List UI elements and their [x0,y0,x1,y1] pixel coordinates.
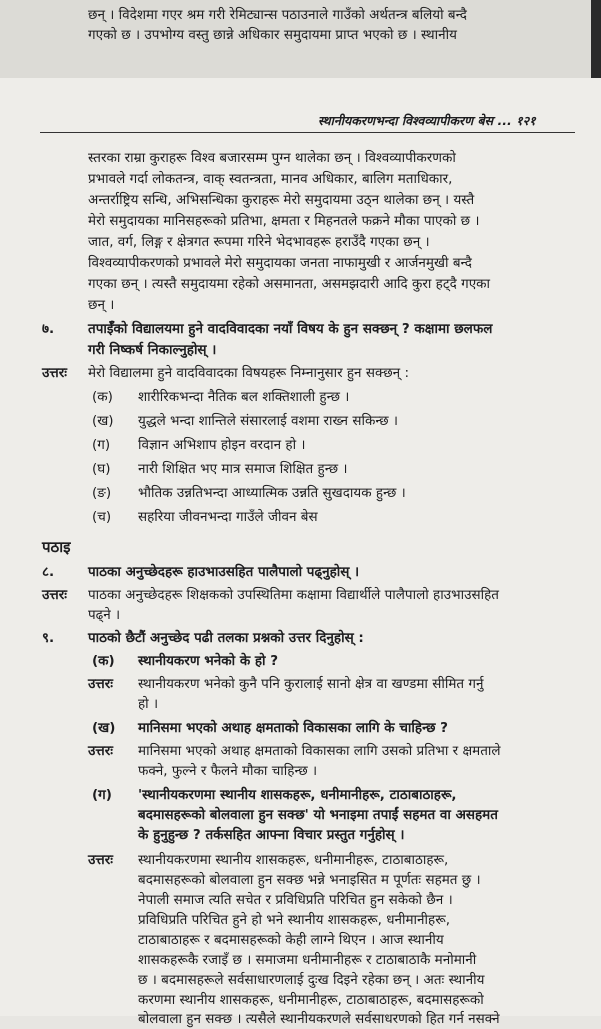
list-marker: (क) [92,389,113,405]
list-item: भौतिक उन्नतिभन्दा आध्यात्मिक उन्नति सुखदायक हुन्छ । [138,485,406,501]
list-marker: (ङ) [92,485,112,501]
sub-question-marker: (क) [92,653,115,669]
previous-page-line: छन् । विदेशमा गएर श्रम गरी रेमिट्यान्स पठाउनाले गाउँको अर्थतन्त्र बलियो बन्दै [88,7,467,23]
question-text: पाठका अनुच्छेदहरू हाउभाउसहित पालैपालो पढ्नुहोस् । [88,564,360,580]
sub-question-marker: (ग) [92,787,112,803]
answer-text: पढ्ने । [88,607,121,623]
answer-text: स्थानीयकरणमा स्थानीय शासकहरू, धनीमानीहरू, टाठाबाठाहरू, [138,852,449,868]
sub-question-text: बदमासहरूको बोलवाला हुन सक्छ' यो भनाइमा तपाईं सहमत वा असहमत [138,807,498,823]
answer-label: उत्तरः [88,852,113,868]
section-heading: पठाइ [42,538,71,556]
running-header: स्थानीयकरणभन्दा विश्वव्यापीकरण बेस ... १२१ [318,113,536,128]
header-rule [40,132,575,133]
list-marker: (ख) [92,413,114,429]
sub-question-text: 'स्थानीयकरणमा स्थानीय शासकहरू, धनीमानीहरू, टाठाबाठाहरू, [138,787,457,803]
paragraph-line: स्तरका राम्रा कुराहरू विश्व बजारसम्म पुग्न थालेका छन् । विश्वव्यापीकरणको [88,150,456,166]
answer-text: शासकहरूकै रजाइँ छ । समाजमा धनीमानीहरू र टाठाबाठाकै मनोमानी [138,952,477,968]
answer-text: प्रविधिप्रति परिचित हुने हो भने स्थानीय शासकहरू, धनीमानीहरू, [138,912,450,928]
previous-page-line: गएको छ । उपभोग्य वस्तु छान्ने अधिकार समुदायमा प्राप्त भएको छ । स्थानीय [88,27,457,43]
question-number: ७. [42,321,55,337]
list-marker: (घ) [92,461,111,477]
list-item: नारी शिक्षित भए मात्र समाज शिक्षित हुन्छ । [138,461,348,477]
answer-text: टाठाबाठाहरू र बदमासहरूको केही लाग्ने थिएन । आज स्थानीय [138,932,444,948]
previous-page-strip [0,0,601,79]
paragraph-line: अन्तर्राष्ट्रिय सन्धि, अभिसन्धिका कुराहरू मेरो समुदायमा उठ्न थालेका छन् । यस्तै [88,192,475,208]
answer-text: नेपाली समाज त्यति सचेत र प्रविधिप्रति परिचित हुन सकेको छैन । [138,892,453,908]
answer-text: बदमासहरूको बोलवाला हुन सक्छ भन्ने भनाइसित म पूर्णतः सहमत छु । [138,872,481,888]
paragraph-line: विश्वव्यापीकरणको प्रभावले मेरो समुदायका जनता नाफामुखी र आर्जनमुखी बन्दै [88,255,472,271]
paragraph-line: छन् । [88,297,115,313]
question-number: ८. [42,564,55,580]
answer-label: उत्तरः [88,676,113,692]
question-text: पाठको छैटौं अनुच्छेद पढी तलका प्रश्नको उत्तर दिनुहोस् : [88,630,364,646]
answer-text: मानिसमा भएको अथाह क्षमताको विकासका लागि उसको प्रतिभा र क्षमताले [138,743,501,759]
list-marker: (च) [92,509,112,525]
answer-text: फक्ने, फुल्ने र फैलने मौका चाहिन्छ । [138,763,318,779]
question-text: तपाईँको विद्यालयमा हुने वादविवादका नयाँ विषय के हुन सक्छन् ? कक्षामा छलफल [88,321,493,337]
answer-label: उत्तरः [42,587,67,603]
list-item: युद्धले भन्दा शान्तिले संसारलाई वशमा राख्न सकिन्छ । [138,413,399,429]
sub-question-text: स्थानीयकरण भनेको के हो ? [138,653,279,669]
answer-label: उत्तरः [42,365,67,381]
list-marker: (ग) [92,437,111,453]
sub-question-text: के हुनुहुन्छ ? तर्कसहित आफ्ना विचार प्रस्तुत गर्नुहोस् । [138,827,405,843]
answer-text: मेरो विद्यालमा हुने वादविवादका विषयहरू निम्नानुसार हुन सक्छन् : [88,365,409,381]
book-page [0,78,601,1027]
paragraph-line: जात, वर्ग, लिङ्ग र क्षेत्रगत रूपमा गरिने भेदभावहरू हराउँदै गएका छन् । [88,234,430,250]
answer-text: छ । बदमासहरूले सर्वसाधारणलाई दुःख दिइने रहेका छन् । अतः स्थानीय [138,972,485,988]
answer-text: स्थानीयकरण भनेको कुनै पनि कुरालाई सानो क्षेत्र वा खण्डमा सीमित गर्नु [138,676,484,692]
answer-text: हो । [138,696,159,712]
paragraph-line: गएका छन् । त्यस्तै समुदायमा रहेको असमानता, असमझदारी आदि कुरा हट्दै गएका [88,276,491,292]
list-item: शारीरिकभन्दा नैतिक बल शक्तिशाली हुन्छ । [138,389,350,405]
sub-question-text: मानिसमा भएको अथाह क्षमताको विकासका लागि के चाहिन्छ ? [138,720,448,736]
paragraph-line: प्रभावले गर्दा लोकतन्त्र, वाक् स्वतन्त्रता, मानव अधिकार, बालिग मताधिकार, [88,171,453,187]
paragraph-line: मेरो समुदायका मानिसहरूको प्रतिभा, क्षमता र मिहनतले फक्रने मौका पाएको छ । [88,213,480,229]
list-item: विज्ञान अभिशाप होइन वरदान हो । [138,437,306,453]
list-item: सहरिया जीवनभन्दा गाउँले जीवन बेस [138,509,318,525]
sub-question-marker: (ख) [92,720,116,736]
answer-label: उत्तरः [88,743,113,759]
question-number: ९. [42,630,55,646]
answer-text: करणमा स्थानीय शासकहरू, धनीमानीहरू, टाठाबाठाहरू, बदमासहरूको [138,992,484,1008]
answer-text: पाठका अनुच्छेदहरू शिक्षकको उपस्थितिमा कक्षामा विद्यार्थीले पालैपालो हाउभाउसहित [88,587,499,603]
answer-text: बोलवाला हुन सक्छ । त्यसैले स्थानीयकरणले सर्वसाधरणको हित गर्न नसक्ने [138,1011,500,1027]
question-text: गरी निष्कर्ष निकाल्नुहोस् । [88,342,217,358]
page-edge-shadow [591,0,601,80]
